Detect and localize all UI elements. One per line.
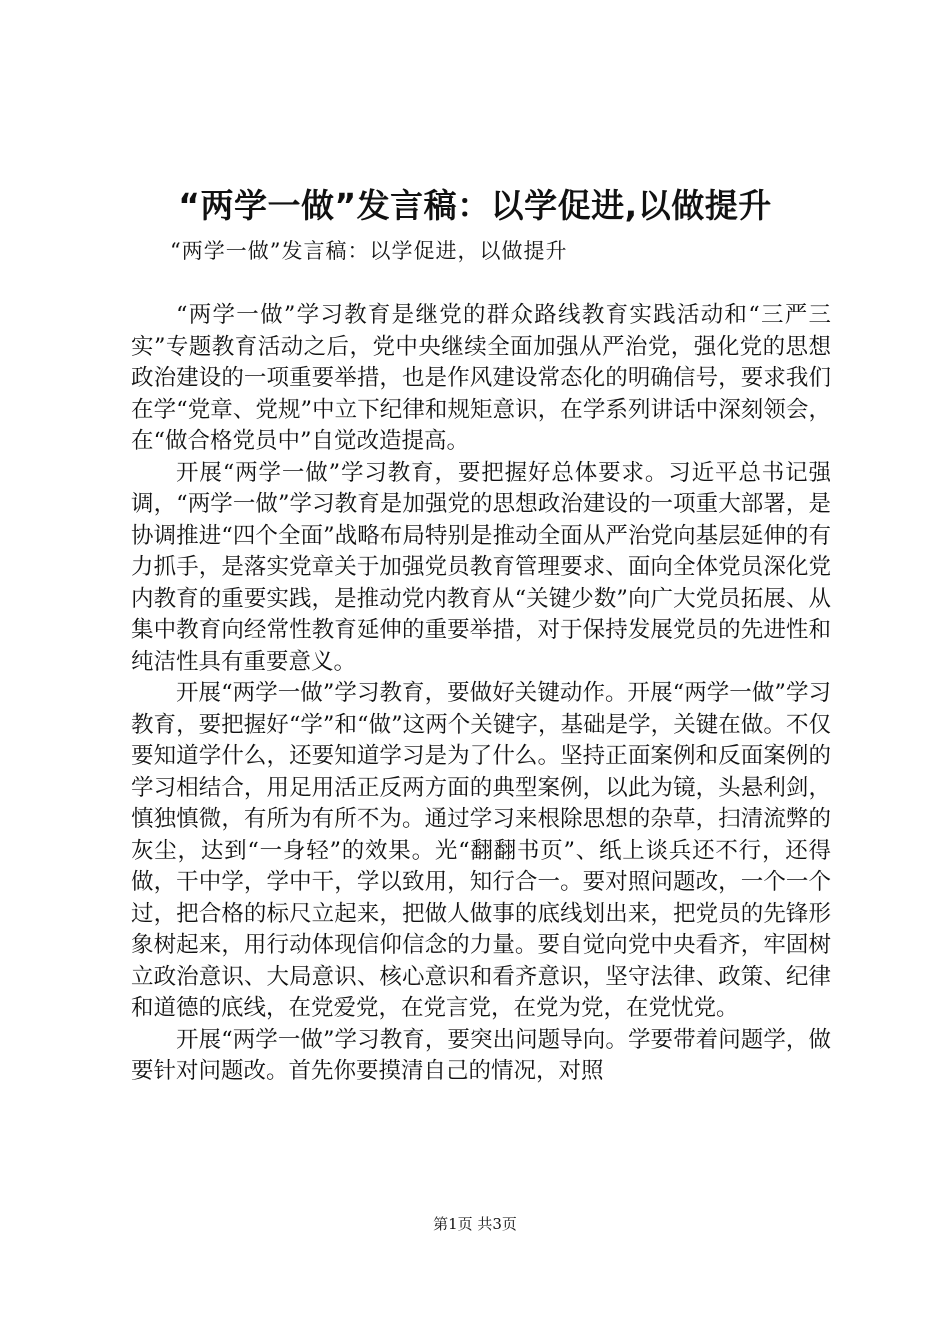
paragraph: 开展“两学一做”学习教育，要做好关键动作。开展“两学一做”学习教育，要把握好“学”和“做”这两个关键字，基础是学，关键在做。不仅要知道学什么，还要知道学习是为了什么。坚持正面案例和反面案例的学习相结合，用足用活正反两方面的典型案例，以此为镜，头悬利剑，慎独慎微，有所为有所不为。通过学习来根除思想的杂草，扫清流弊的灰尘，达到“一身轻”的效果。光“翻翻书页”、纸上谈兵还不行，还得做，干中学，学中干，学以致用，知行合一。要对照问题改，一个一个过，把合格的标尺立起来，把做人做事的底线划出来，把党员的先锋形象树起来，用行动体现信仰信念的力量。要自觉向党中央看齐，牢固树立政治意识、大局意识、核心意识和看齐意识，坚守法律、政策、纪律和道德的底线，在党爱党，在党言党，在党为党，在党忧党。 (131, 680, 831, 1021)
page-footer: 第1页 共3页 (433, 1215, 517, 1233)
paragraph: 开展“两学一做”学习教育，要把握好总体要求。习近平总书记强调，“两学一做”学习教育是加强党的思想政治建设的一项重大部署，是协调推进“四个全面”战略布局特别是推动全面从严治党向基层延伸的有力抓手，是落实党章关于加强党员教育管理要求、面向全体党员深化党内教育的重要实践，是推动党内教育从“关键少数”向广大党员拓展、从集中教育向经常性教育延伸的重要举措，对于保持发展党员的先进性和纯洁性具有重要意义。 (131, 459, 831, 675)
document-subtitle: “两学一做”发言稿：以学促进，以做提升 (170, 239, 568, 263)
document-body (131, 300, 831, 1088)
paragraph: 开展“两学一做”学习教育，要突出问题导向。学要带着问题学，做要针对问题改。首先你要摸清自己的情况，对照 (131, 1026, 831, 1084)
document-title: “两学一做”发言稿：以学促进,以做提升 (178, 186, 772, 225)
paragraph: “两学一做”学习教育是继党的群众路线教育实践活动和“三严三实”专题教育活动之后，党中央继续全面加强从严治党，强化党的思想政治建设的一项重要举措，也是作风建设常态化的明确信号，要求我们在学“党章、党规”中立下纪律和规矩意识，在学系列讲话中深刻领会，在“做合格党员中”自觉改造提高。 (131, 302, 831, 454)
